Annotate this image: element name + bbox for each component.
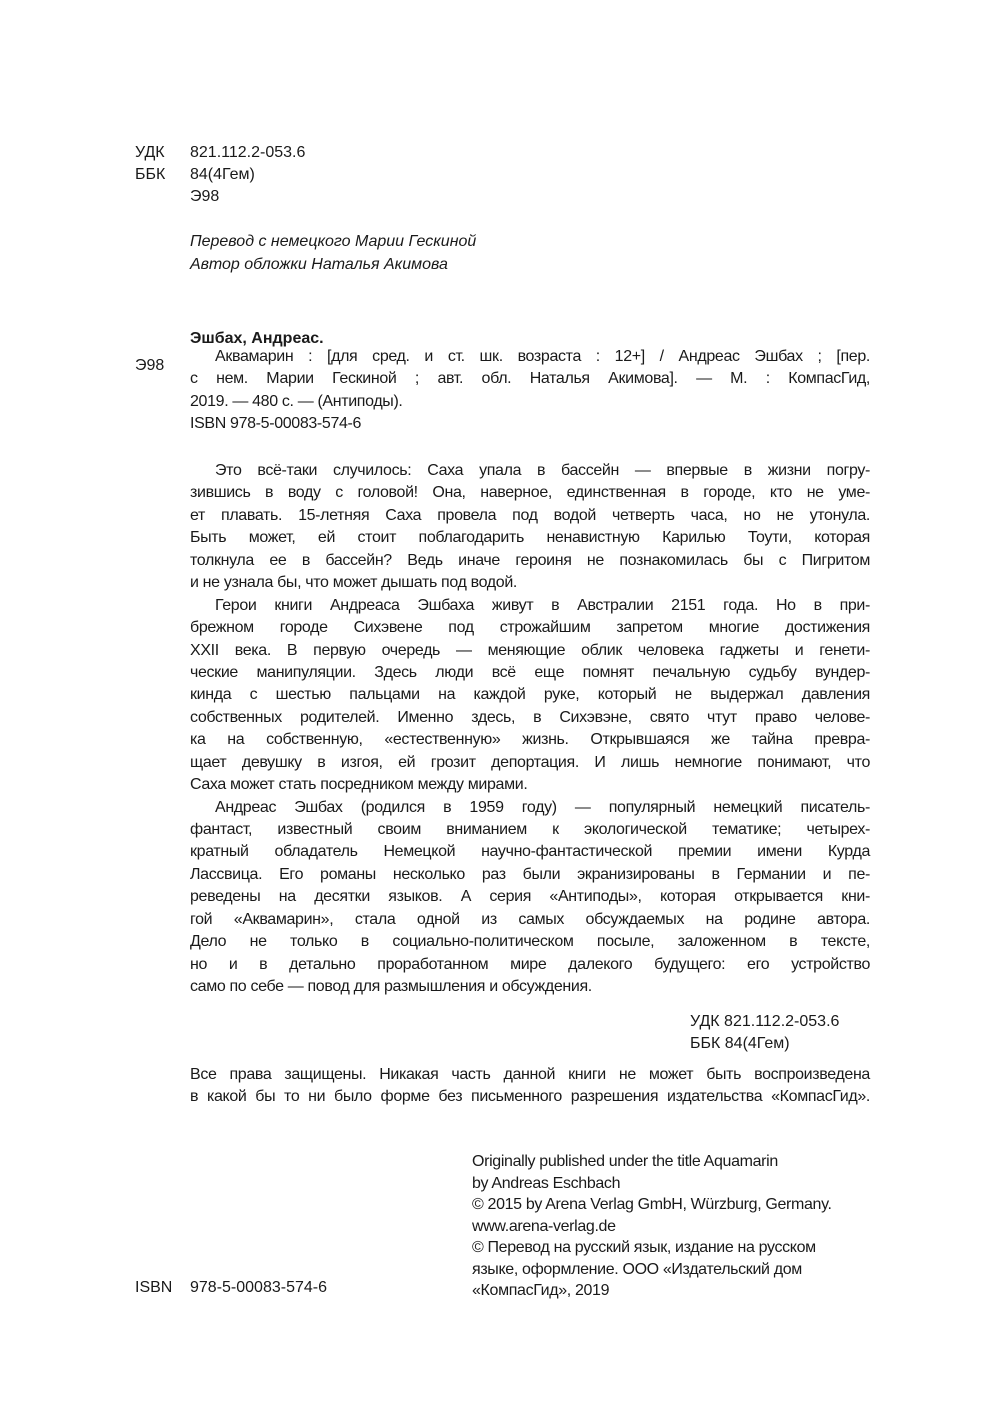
annotation-line: ет плавать. 15-летняя Саха провела под водой четверть часа, но не утонула.	[190, 506, 870, 524]
copyright-line: www.arena-verlag.de	[472, 1217, 616, 1235]
udk-label: УДК	[135, 144, 165, 161]
copyright-line: © Перевод на русский язык, издание на русском	[472, 1239, 816, 1256]
annotation-line: ческие манипуляции. Здесь люди всё еще помнят печальную судьбу вундер-	[190, 663, 870, 681]
annotation-line: зившись в воду с головой! Она, наверное, единственная в городе, кто не уме-	[190, 484, 870, 502]
author-mark: Э98	[190, 188, 220, 205]
author-heading: Эшбах, Андреас.	[190, 330, 324, 347]
udk-value: 821.112.2-053.6	[190, 144, 306, 161]
catalog-line: с нем. Марии Гескиной ; авт. обл. Наталья Акимова]. — М. : КомпасГид,	[190, 370, 870, 388]
bbk-footer: ББК 84(4Гем)	[690, 1035, 790, 1053]
annotation	[190, 460, 870, 999]
annotation-line: Дело не только в социально-политическом посыле, заложенном в тексте,	[190, 933, 870, 951]
catalog-line: 2019. — 480 с. — (Антиподы).	[190, 392, 403, 410]
cover-credit: Автор обложки Наталья Акимова	[190, 256, 448, 273]
annotation-line: Это всё-таки случилось: Саха упала в бассейн — впервые в жизни погру-	[215, 462, 870, 479]
annotation-line: ка на собственную, «естественную» жизнь. Открывшаяся же тайна превра-	[190, 731, 870, 749]
annotation-line: и не узнала бы, что может дышать под водой.	[190, 574, 518, 592]
isbn-line: ISBN 978-5-00083-574-6	[190, 415, 362, 433]
annotation-line: собственных родителей. Именно здесь, в Сихэвэне, свято чтут право челове-	[190, 708, 870, 726]
copyright-line: Originally published under the title Aquamarin	[472, 1153, 778, 1170]
catalog-line: Аквамарин : [для сред. и ст. шк. возраста : 12+] / Андреас Эшбах ; [пер.	[215, 348, 870, 365]
annotation-line: толкнула ее в бассейн? Ведь иначе героиня не познакомилась бы с Пигритом	[190, 551, 870, 569]
bbk-value: 84(4Гем)	[190, 166, 255, 183]
copyright-block	[472, 1151, 832, 1302]
annotation-line: XXII века. В первую очередь — меняющие облик человека гаджеты и генети-	[190, 641, 870, 659]
rights-line: в какой бы то ни было форме без письменного разрешения издательства «КомпасГид».	[190, 1088, 870, 1106]
annotation-line: но и в детально проработанном мире далекого будущего: его устройство	[190, 955, 870, 973]
copyright-line: «КомпасГид», 2019	[472, 1282, 610, 1299]
annotation-line: Андреас Эшбах (родился в 1959 году) — популярный немецкий писатель-	[215, 798, 870, 816]
annotation-line: само по себе — повод для размышления и обсуждения.	[190, 978, 592, 996]
udk-footer: УДК 821.112.2-053.6	[690, 1013, 840, 1030]
annotation-line: щает девушку в изгоя, ей грозит депортация. И лишь немногие понимают, что	[190, 753, 870, 771]
copyright-line: языке, оформление. ООО «Издательский дом	[472, 1260, 802, 1278]
annotation-line: гой «Аквамарин», стала одной из самых обсуждаемых на родине автора.	[190, 910, 870, 928]
catalog-mark: Э98	[135, 357, 165, 374]
annotation-line: реведены на десятки языков. А серия «Антиподы», которая открывается кни-	[190, 888, 870, 906]
isbn-value: 978-5-00083-574-6	[190, 1279, 327, 1296]
annotation-line: брежном городе Сихэвене под строжайшим запретом многие достижения	[190, 619, 870, 637]
translator-credit: Перевод с немецкого Марии Гескиной	[190, 233, 477, 250]
annotation-line: кинда с шестью пальцами на каждой руке, который не выдержал давления	[190, 686, 870, 704]
copyright-line: © 2015 by Arena Verlag GmbH, Würzburg, Germany.	[472, 1196, 832, 1213]
rights-notice	[190, 1064, 870, 1109]
classification-footer	[690, 1011, 839, 1056]
annotation-line: Саха может стать посредником между мирами.	[190, 776, 528, 794]
catalog-description	[190, 346, 870, 436]
annotation-line: Лассвица. Его романы несколько раз были экранизированы в Германии и пе-	[190, 865, 870, 883]
isbn-label: ISBN	[135, 1279, 173, 1296]
rights-line: Все права защищены. Никакая часть данной книги не может быть воспроизведена	[190, 1066, 870, 1083]
annotation-line: Быть может, ей стоит поблагодарить ненавистную Карилью Тоути, которая	[190, 529, 870, 547]
copyright-line: by Andreas Eschbach	[472, 1174, 621, 1192]
bbk-label: ББК	[135, 166, 166, 183]
annotation-line: фантаст, известный своим вниманием к экологической тематике; четырех-	[190, 821, 870, 838]
annotation-line: кратный обладатель Немецкой научно-фантастической премии имени Курда	[190, 843, 870, 861]
annotation-line: Герои книги Андреаса Эшбаха живут в Австралии 2151 года. Но в при-	[215, 596, 870, 614]
